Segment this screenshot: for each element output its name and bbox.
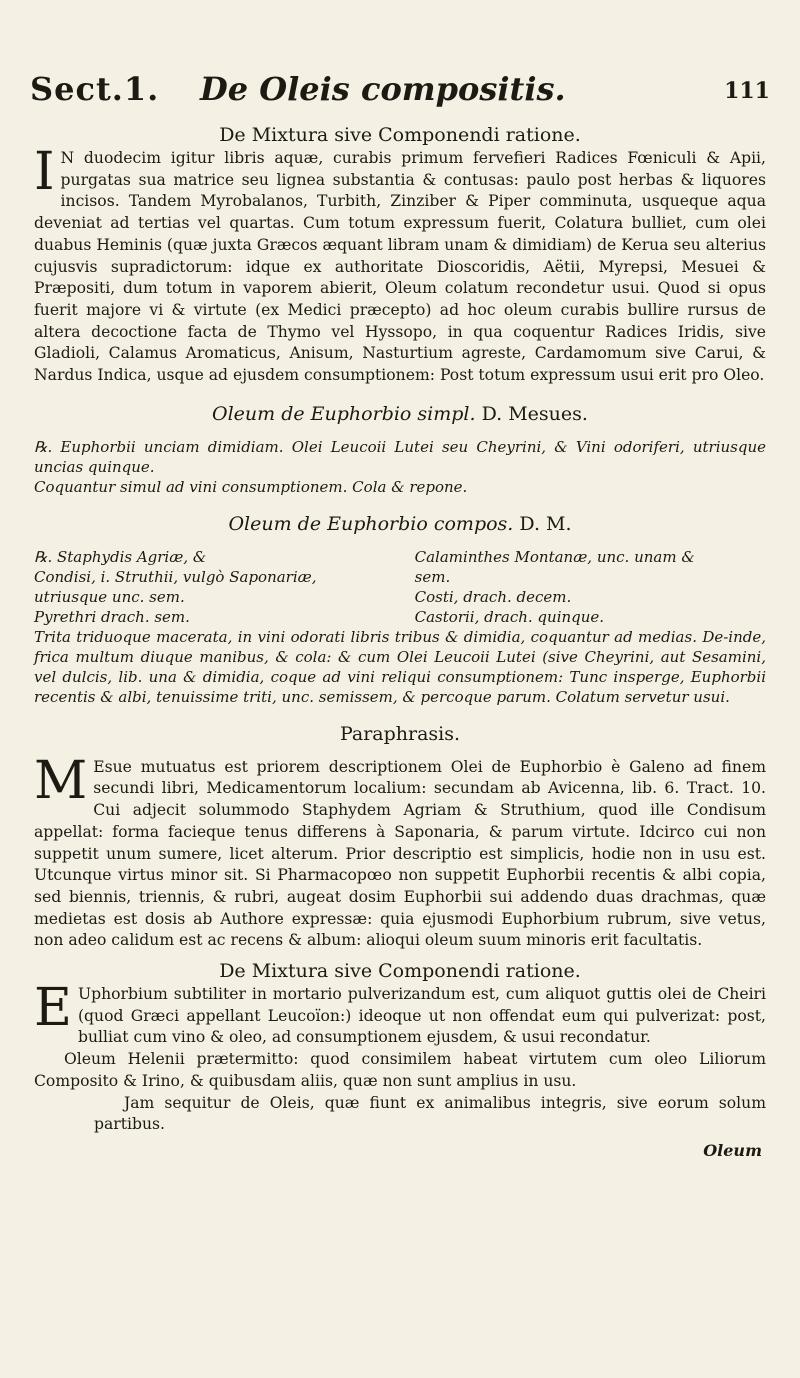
paragraph-mixtura-2 [34, 978, 766, 1049]
paragraph-paraphrasis [34, 750, 766, 952]
paragraph-helenii: Oleum Helenii prætermitto: quod consimilem habeat virtutem cum oleo Liliorum Composito & Irino, & quibusdam aliis, quæ non sunt amplius in usu. [34, 1050, 766, 1090]
recipe-title: Oleum de Euphorbio simpl. [212, 402, 476, 425]
paragraph-text: Uphorbium subtiliter in mortario pulverizandum est, cum aliquot guttis olei de Cheiri (quod Græci appellant Leucoïon:) ideoque ut non offendat eum qui pulverizat: post, bulliat cum vino & oleo, ad consumptionem ejusdem, & usui recondatur. [77, 985, 766, 1047]
recipe-ingredients: ℞. Euphorbii unciam dimidiam. Olei Leucoii Lutei seu Cheyrini, & Vini odoriferi, utriusque uncias quinque. [34, 437, 766, 476]
recipe-author: D. Mesues. [481, 402, 588, 425]
ingredient-column-left [34, 547, 385, 627]
ingredient-column-right [415, 547, 766, 627]
recipe-title: Oleum de Euphorbio compos. [228, 512, 514, 535]
running-title: De Oleis compositis. [200, 70, 566, 108]
page-number: 111 [724, 78, 770, 104]
ingredient-line: Condisi, i. Struthii, vulgò Saponariæ, [34, 567, 317, 586]
running-header [30, 70, 770, 120]
heading-oleum-simplex [34, 401, 766, 427]
paragraph-text: Esue mutuatus est priorem descriptionem Olei de Euphorbio è Galeno ad finem secundi libri, Medicamentorum localium: secundam ab Avicenna, lib. 6. Tract. 10. Cui adjecit solummodo Staphydem Agriam & Struthium, quod ille Condisum appellat: forma facieque tenus differens à Saponaria, & parum virtute. Idcirco cui non suppetit unum sumere, licet alterum. Prior descriptio est simplicis, hodie non in usu est. Utcunque virtus minor sit. Si Pharmacopœo non suppetit Euphorbii recentis & albi copia, sed biennis, triennis, & rubri, augeat dosim Euphorbii sui addendo duas drachmas, quæ medietas est dosis ab Authore expressæ: quia ejusmodi Euphorbium rubrum, sive vetus, non adeo calidum est ac recens & album: alioqui oleum suum minoris erit facultatis. [34, 757, 766, 950]
paragraph-sequitur: Jam sequitur de Oleis, quæ fiunt ex animalibus integris, sive eorum solum partibus. [94, 1093, 766, 1134]
paragraph-text: N duodecim igitur libris aquæ, curabis primum fervefieri Radices Fœniculi & Apii, purgatas sua matrice seu lignea substantia & contusas: paulo post herbas & liquores incisos. Tandem Myrobalanos, Turbith, Zinziber & Piper comminuta, usqueque aqua deveniat ad tertias vel quartas. Cum totum expressum fuerit, Colatura bulliet, cum olei duabus Heminis (quæ juxta Græcos æquant libram unam & dimidiam) de Kerua seu alterius cujusvis supradictorum: idque ex authoritate Dioscoridis, Aëtii, Myrepsi, Mesuei & Præpositi, dum totum in vaporem abierit, Oleum colatum recondetur usui. Quod si opus fuerit majore vi & virtute (ex Medici præcepto) ad hoc oleum curabis bullire rursus de altera decoctione facta de Thymo vel Hyssopo, in qua coquentur Radices Iridis, sive Gladioli, Calamus Aromaticus, Anisum, Nasturtium agreste, Cardamomum sive Carui, & Nardus Indica, usque ad ejusdem consumptionem: Post totum expressum usui erit pro Oleo. [34, 149, 766, 385]
recipe-directions: Coquantur simul ad vini consumptionem. Cola & repone. [34, 477, 468, 496]
recipe-directions: Trita triduoque macerata, in vini odorati libris tribus & dimidia, coquantur ad medias. De-inde, frica multum diuque manibus, & cola: & cum Olei Leucoii Lutei (sive Cheyrini, aut Sesamini, vel dulcis, lib. una & dimidia, coque ad vini reliqui consumptionem: Tunc insperge, Euphorbii recentis & albi, tenuissime triti, unc. semissem, & percoque parum. Colatum servetur usui. [34, 627, 766, 706]
paragraph-mixtura [34, 142, 766, 387]
ingredient-line: Castorii, drach. quinque. [414, 607, 605, 626]
heading-oleum-compositum [34, 511, 766, 537]
page-body [34, 122, 766, 1162]
section-label: Sect.1. [30, 70, 160, 108]
heading-mixtura: De Mixtura sive Componendi ratione. [219, 124, 581, 146]
heading-mixtura-2: De Mixtura sive Componendi ratione. [219, 960, 581, 983]
heading-paraphrasis [34, 721, 766, 747]
paraphrasis-title: Paraphrasis. [339, 722, 461, 745]
ingredient-line: sem. [414, 567, 451, 586]
ingredient-line: Costi, drach. decem. [414, 587, 572, 606]
ingredient-line: utriusque unc. sem. [34, 587, 185, 606]
drop-cap: I [34, 142, 55, 202]
ingredient-line: Pyrethri drach. sem. [34, 607, 190, 626]
catchword: Oleum [703, 1140, 762, 1160]
ingredient-line: Calaminthes Montanæ, unc. unam & [414, 547, 695, 566]
ingredient-line: ℞. Staphydis Agriæ, & [34, 547, 207, 566]
ingredient-columns [34, 547, 766, 627]
drop-cap: E [34, 978, 72, 1039]
drop-cap: M [34, 750, 88, 811]
recipe-author: D. M. [519, 512, 572, 535]
